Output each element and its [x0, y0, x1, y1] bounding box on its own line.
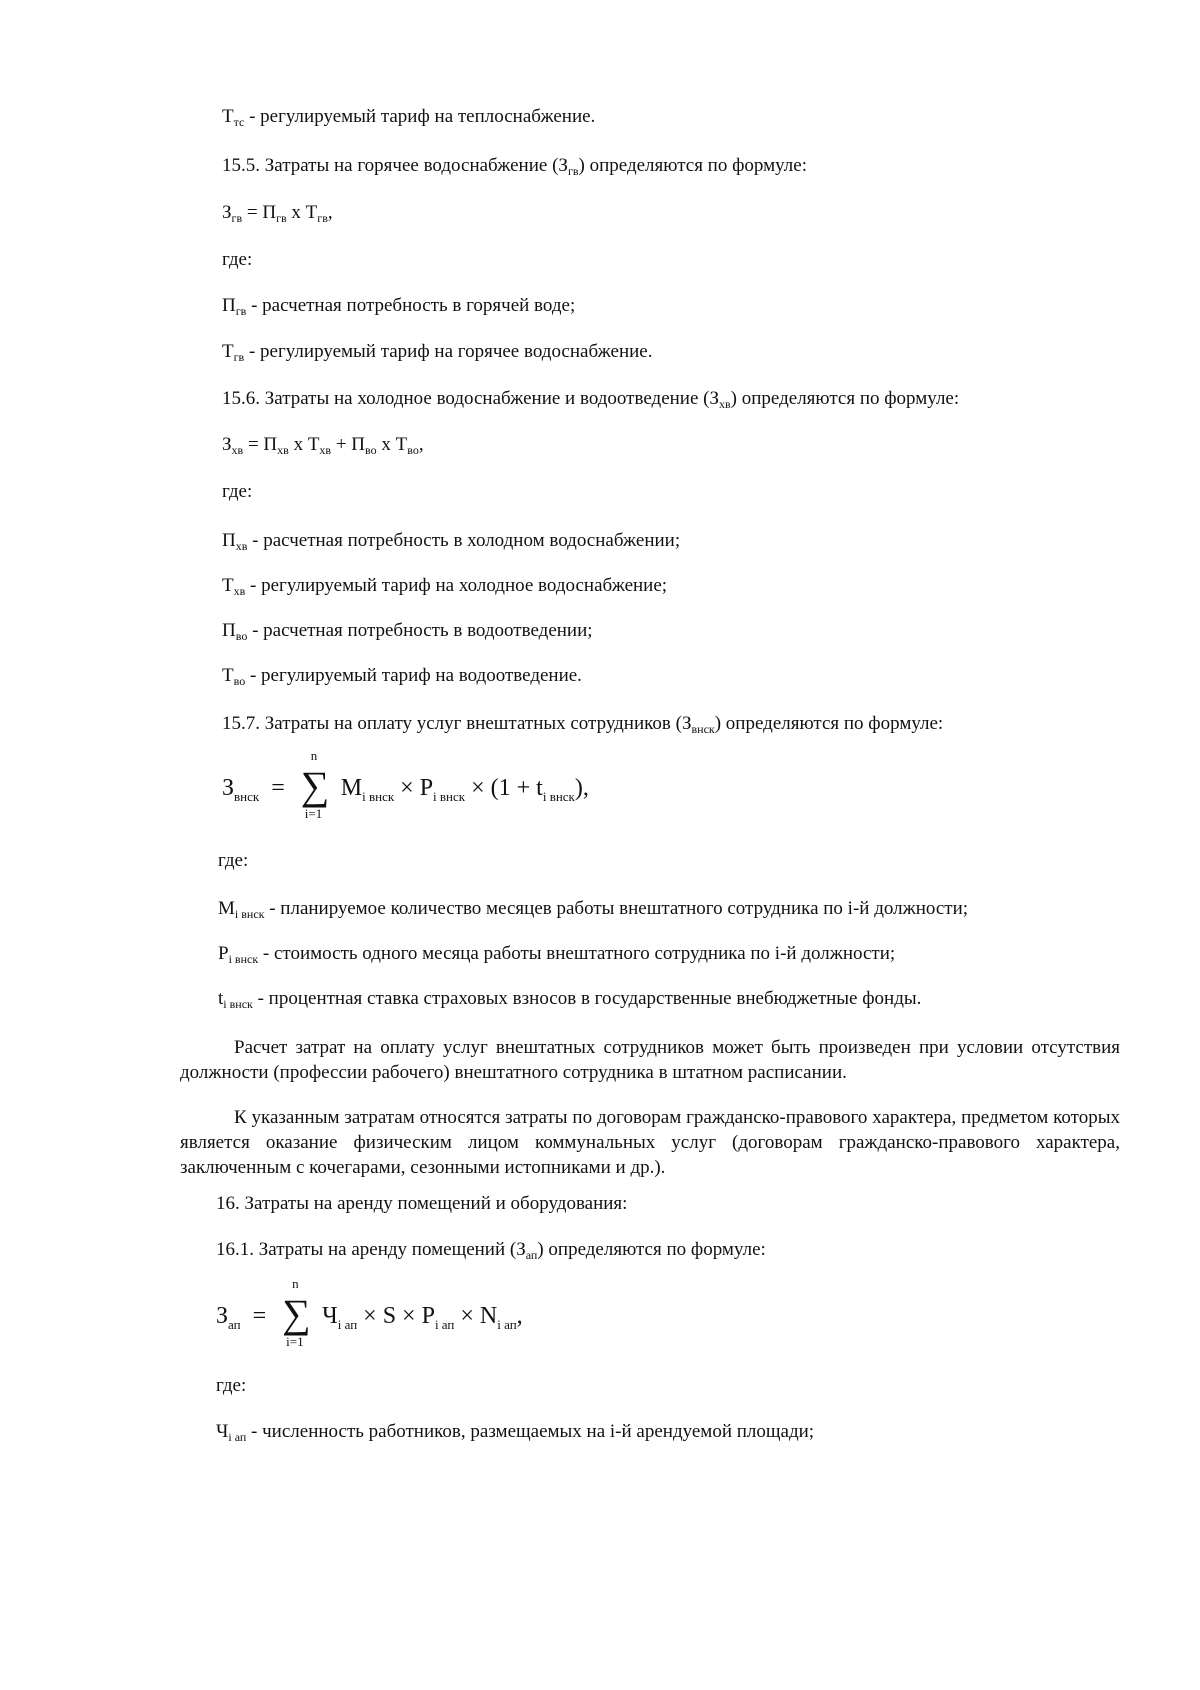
definition-line: $П_{во}$ - расчетная потребность в водоотведении;	[222, 620, 593, 643]
formula-lhs: $З_{внск}$	[222, 774, 260, 804]
formula-line: $З_{хв} = П_{хв}$ х $Т_{хв} + П_{во}$ х $Т_{во}$,	[222, 434, 424, 457]
definition-line: $П_{гв}$ - расчетная потребность в горячей воде;	[222, 295, 576, 318]
where-label: где:	[216, 1375, 247, 1396]
where-label: где:	[222, 481, 253, 502]
body-paragraph: К указанным затратам относятся затраты по договорам гражданско-правового характера, предметом которых является оказание физическим лицом коммунальных услуг (договорам гражданско-правового характера, заключенным с кочегарами, сезонными истопниками и др.).	[180, 1107, 1120, 1178]
text-line: $Т_{тс}$ - регулируемый тариф на теплоснабжение.	[222, 106, 596, 129]
where-label: где:	[222, 249, 253, 270]
formula-rent	[216, 1276, 523, 1349]
equals-sign: =	[271, 774, 285, 801]
sum-lower-limit: i=1	[286, 1334, 304, 1349]
definition-line: $Т_{хв}$ - регулируемый тариф на холодное водоснабжение;	[222, 575, 668, 598]
sum-lower-limit: i=1	[304, 806, 323, 821]
definition-line: $П_{хв}$ - расчетная потребность в холодном водоснабжении;	[222, 530, 681, 553]
section-heading: 16. Затраты на аренду помещений и оборудования:	[216, 1193, 628, 1214]
definition-line: $M_{i внск}$ - планируемое количество месяцев работы внештатного сотрудника по i-й должности;	[218, 898, 969, 921]
where-label: где:	[218, 850, 249, 871]
formula-rhs: $M_{i внск} \times P_{i внск} \times (1 + t_{i внск})$,	[340, 774, 589, 804]
definition-line: $Т_{во}$ - регулируемый тариф на водоотведение.	[222, 665, 582, 688]
formula-rhs: $Ч_{i ап} \times S \times P_{i ап} \times N_{i ап}$,	[322, 1302, 523, 1332]
section-heading: 15.6. Затраты на холодное водоснабжение и водоотведение $(З_{хв})$ определяются по формуле:	[222, 388, 960, 411]
formula-lhs: $З_{ап}$	[216, 1302, 241, 1332]
formula-external-staff	[222, 748, 589, 821]
definition-line: $t_{i внск}$ - процентная ставка страховых взносов в государственные внебюджетные фонды.	[218, 988, 922, 1011]
definition-line: $Ч_{i ап}$ - численность работников, размещаемых на i-й арендуемой площади;	[216, 1421, 815, 1444]
sum-sign: n ∑ i=1	[300, 748, 330, 821]
definition-line: $Т_{гв}$ - регулируемый тариф на горячее водоснабжение.	[222, 341, 653, 364]
definition-line: $P_{i внск}$ - стоимость одного месяца работы внештатного сотрудника по i-й должности;	[218, 943, 896, 966]
section-heading: 15.5. Затраты на горячее водоснабжение $(З_{гв})$ определяются по формуле:	[222, 155, 808, 178]
body-paragraph: Расчет затрат на оплату услуг внештатных сотрудников может быть произведен при условии отсутствия должности (профессии рабочего) внештатного сотрудника в штатном расписании.	[180, 1037, 1120, 1083]
section-heading: 15.7. Затраты на оплату услуг внештатных сотрудников $(З_{внск})$ определяются по формуле:	[222, 713, 944, 736]
section-heading: 16.1. Затраты на аренду помещений $(З_{ап})$ определяются по формуле:	[216, 1239, 766, 1262]
equals-sign: =	[252, 1302, 267, 1329]
sum-sign: n ∑ i=1	[282, 1276, 311, 1349]
sum-upper-limit: n	[310, 748, 318, 763]
sum-upper-limit: n	[292, 1276, 299, 1291]
formula-line: $З_{гв} = П_{гв}$ х $Т_{гв}$,	[222, 202, 333, 225]
